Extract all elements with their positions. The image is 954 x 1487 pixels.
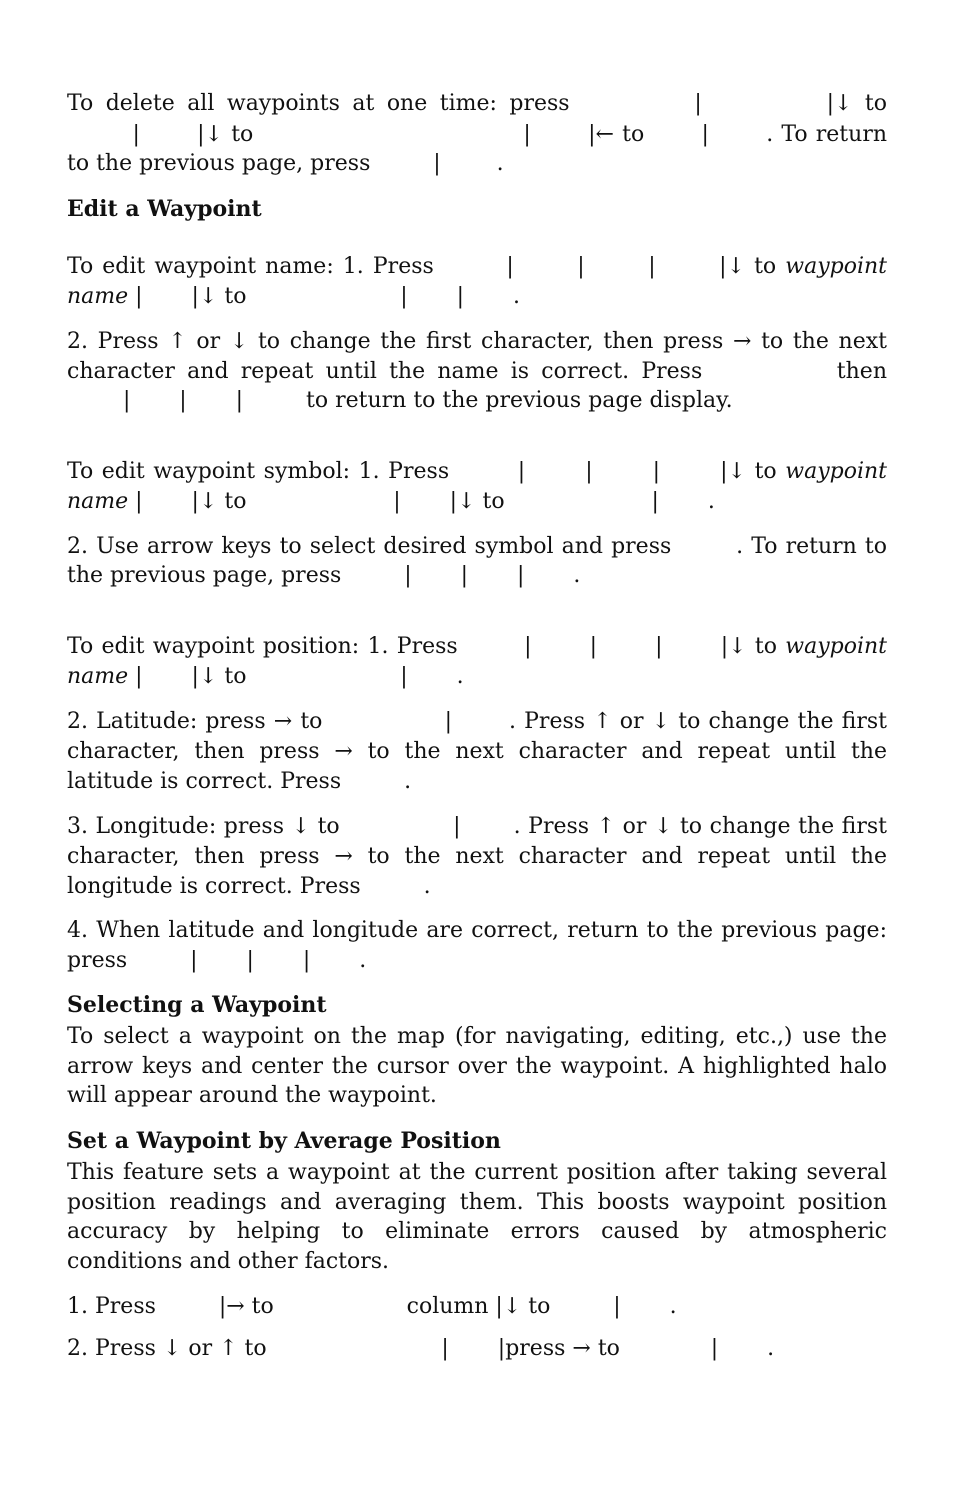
text-line: character, then press → to the next character and repeat until the	[67, 739, 887, 764]
text-line: name | |↓ to | .	[67, 664, 464, 689]
text-line: 2. Press ↑ or ↓ to change the first character, then press → to the next	[67, 329, 887, 354]
text-line: To delete all waypoints at one time: press | |↓ to	[67, 91, 887, 116]
text-line: 4. When latitude and longitude are correct, return to the previous page:	[67, 918, 887, 943]
text-line: name | |↓ to | |↓ to | .	[67, 489, 715, 514]
text-line: to the previous page, press | .	[67, 151, 504, 176]
text-line: press | | | .	[67, 948, 367, 973]
text-line: longitude is correct. Press .	[67, 874, 431, 899]
text-line: character, then press → to the next character and repeat until the	[67, 844, 887, 869]
section-heading: Edit a Waypoint	[67, 196, 262, 222]
text-line: 2. Use arrow keys to select desired symbol and press . To return to	[67, 534, 887, 559]
text-line: This feature sets a waypoint at the current position after taking several	[67, 1160, 887, 1185]
text-line: latitude is correct. Press .	[67, 769, 412, 794]
text-line: 1. Press |→ to column |↓ to | .	[67, 1294, 677, 1319]
text-line: To edit waypoint symbol: 1. Press | | | |↓ to waypoint	[67, 459, 887, 484]
text-line: To edit waypoint position: 1. Press | | | |↓ to waypoint	[67, 634, 887, 659]
text-line: the previous page, press | | | .	[67, 563, 581, 588]
section-heading: Set a Waypoint by Average Position	[67, 1128, 501, 1154]
text-line: conditions and other factors.	[67, 1249, 390, 1274]
text-line: | | | to return to the previous page display.	[67, 388, 733, 413]
text-line: To select a waypoint on the map (for navigating, editing, etc.,) use the	[67, 1024, 887, 1049]
text-line: 2. Latitude: press → to | . Press ↑ or ↓ to change the first	[67, 709, 887, 734]
text-line: To edit waypoint name: 1. Press | | | |↓ to waypoint	[67, 254, 887, 279]
text-line: position readings and averaging them. This boosts waypoint position	[67, 1190, 887, 1215]
text-line: arrow keys and center the cursor over the waypoint. A highlighted halo	[67, 1054, 887, 1079]
text-line: 2. Press ↓ or ↑ to | |press → to | .	[67, 1336, 775, 1361]
text-line: will appear around the waypoint.	[67, 1083, 437, 1108]
text-line: | |↓ to | |← to | . To return	[67, 122, 887, 147]
text-line: name | |↓ to | | .	[67, 284, 521, 309]
section-heading: Selecting a Waypoint	[67, 992, 327, 1018]
text-line: accuracy by helping to eliminate errors caused by atmospheric	[67, 1219, 887, 1244]
text-line: 3. Longitude: press ↓ to | . Press ↑ or ↓ to change the first	[67, 814, 887, 839]
text-line: character and repeat until the name is correct. Press then	[67, 359, 887, 384]
